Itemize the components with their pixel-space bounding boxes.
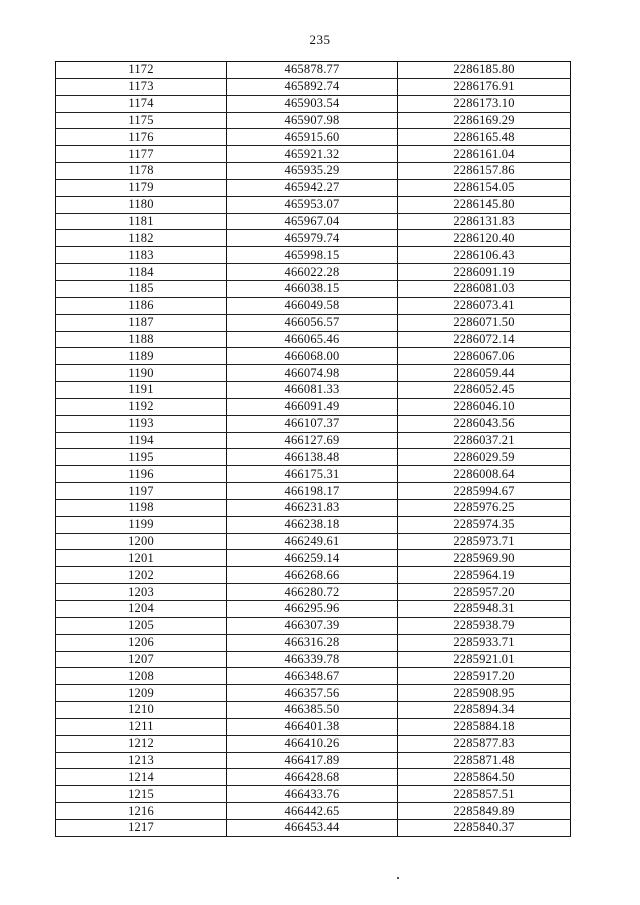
point-number-cell: 1190 — [56, 365, 227, 382]
point-number-cell: 1207 — [56, 651, 227, 668]
point-number-cell: 1189 — [56, 348, 227, 365]
y-coordinate-cell: 2286043.56 — [398, 415, 571, 432]
y-coordinate-cell: 2285938.79 — [398, 617, 571, 634]
y-coordinate-cell: 2285964.19 — [398, 567, 571, 584]
table-row — [56, 449, 571, 466]
y-coordinate-cell: 2286072.14 — [398, 331, 571, 348]
table-row — [56, 163, 571, 180]
y-coordinate-cell: 2286106.43 — [398, 247, 571, 264]
point-number-cell: 1175 — [56, 112, 227, 129]
y-coordinate-cell: 2286173.10 — [398, 95, 571, 112]
point-number-cell: 1211 — [56, 718, 227, 735]
point-number-cell: 1204 — [56, 601, 227, 618]
y-coordinate-cell: 2286176.91 — [398, 78, 571, 95]
point-number-cell: 1191 — [56, 382, 227, 399]
point-number-cell: 1174 — [56, 95, 227, 112]
x-coordinate-cell: 466428.68 — [227, 769, 398, 786]
table-row — [56, 230, 571, 247]
x-coordinate-cell: 465892.74 — [227, 78, 398, 95]
y-coordinate-cell: 2285994.67 — [398, 483, 571, 500]
y-coordinate-cell: 2285877.83 — [398, 735, 571, 752]
point-number-cell: 1199 — [56, 516, 227, 533]
table-row — [56, 634, 571, 651]
y-coordinate-cell: 2285908.95 — [398, 685, 571, 702]
x-coordinate-cell: 466038.15 — [227, 280, 398, 297]
x-coordinate-cell: 466307.39 — [227, 617, 398, 634]
y-coordinate-cell: 2286165.48 — [398, 129, 571, 146]
point-number-cell: 1203 — [56, 584, 227, 601]
x-coordinate-cell: 466442.65 — [227, 803, 398, 820]
table-row — [56, 651, 571, 668]
y-coordinate-cell: 2286185.80 — [398, 62, 571, 79]
y-coordinate-cell: 2286120.40 — [398, 230, 571, 247]
x-coordinate-cell: 466268.66 — [227, 567, 398, 584]
table-row — [56, 398, 571, 415]
point-number-cell: 1210 — [56, 702, 227, 719]
x-coordinate-cell: 466049.58 — [227, 297, 398, 314]
table-row — [56, 735, 571, 752]
x-coordinate-cell: 466385.50 — [227, 702, 398, 719]
x-coordinate-cell: 465942.27 — [227, 179, 398, 196]
table-row — [56, 550, 571, 567]
table-row — [56, 415, 571, 432]
point-number-cell: 1185 — [56, 280, 227, 297]
x-coordinate-cell: 466081.33 — [227, 382, 398, 399]
point-number-cell: 1188 — [56, 331, 227, 348]
x-coordinate-cell: 466238.18 — [227, 516, 398, 533]
x-coordinate-cell: 466417.89 — [227, 752, 398, 769]
x-coordinate-cell: 466074.98 — [227, 365, 398, 382]
point-number-cell: 1197 — [56, 483, 227, 500]
point-number-cell: 1214 — [56, 769, 227, 786]
x-coordinate-cell: 466127.69 — [227, 432, 398, 449]
point-number-cell: 1208 — [56, 668, 227, 685]
y-coordinate-cell: 2285864.50 — [398, 769, 571, 786]
scan-speck — [397, 877, 399, 879]
x-coordinate-cell: 466068.00 — [227, 348, 398, 365]
x-coordinate-cell: 465998.15 — [227, 247, 398, 264]
y-coordinate-cell: 2285976.25 — [398, 499, 571, 516]
y-coordinate-cell: 2285957.20 — [398, 584, 571, 601]
table-row — [56, 803, 571, 820]
table-row — [56, 718, 571, 735]
x-coordinate-cell: 466339.78 — [227, 651, 398, 668]
x-coordinate-cell: 466295.96 — [227, 601, 398, 618]
y-coordinate-cell: 2285871.48 — [398, 752, 571, 769]
y-coordinate-cell: 2286131.83 — [398, 213, 571, 230]
point-number-cell: 1173 — [56, 78, 227, 95]
x-coordinate-cell: 465979.74 — [227, 230, 398, 247]
x-coordinate-cell: 466357.56 — [227, 685, 398, 702]
y-coordinate-cell: 2286154.05 — [398, 179, 571, 196]
table-row — [56, 112, 571, 129]
y-coordinate-cell: 2285884.18 — [398, 718, 571, 735]
table-row — [56, 466, 571, 483]
x-coordinate-cell: 466091.49 — [227, 398, 398, 415]
table-row — [56, 331, 571, 348]
point-number-cell: 1184 — [56, 264, 227, 281]
table-row — [56, 668, 571, 685]
point-number-cell: 1202 — [56, 567, 227, 584]
table-row — [56, 196, 571, 213]
x-coordinate-cell: 465915.60 — [227, 129, 398, 146]
y-coordinate-cell: 2286046.10 — [398, 398, 571, 415]
x-coordinate-cell: 466316.28 — [227, 634, 398, 651]
page-number: 235 — [309, 32, 331, 47]
y-coordinate-cell: 2286071.50 — [398, 314, 571, 331]
y-coordinate-cell: 2285974.35 — [398, 516, 571, 533]
y-coordinate-cell: 2286157.86 — [398, 163, 571, 180]
table-row — [56, 146, 571, 163]
x-coordinate-cell: 465903.54 — [227, 95, 398, 112]
y-coordinate-cell: 2286052.45 — [398, 382, 571, 399]
x-coordinate-cell: 466249.61 — [227, 533, 398, 550]
table-row — [56, 78, 571, 95]
point-number-cell: 1193 — [56, 415, 227, 432]
point-number-cell: 1178 — [56, 163, 227, 180]
y-coordinate-cell: 2285857.51 — [398, 786, 571, 803]
table-row — [56, 769, 571, 786]
table-row — [56, 584, 571, 601]
x-coordinate-cell: 465953.07 — [227, 196, 398, 213]
table-row — [56, 702, 571, 719]
table-row — [56, 314, 571, 331]
table-row — [56, 483, 571, 500]
point-number-cell: 1195 — [56, 449, 227, 466]
point-number-cell: 1181 — [56, 213, 227, 230]
point-number-cell: 1186 — [56, 297, 227, 314]
point-number-cell: 1206 — [56, 634, 227, 651]
x-coordinate-cell: 466231.83 — [227, 499, 398, 516]
table-row — [56, 432, 571, 449]
point-number-cell: 1212 — [56, 735, 227, 752]
y-coordinate-cell: 2285921.01 — [398, 651, 571, 668]
table-row — [56, 567, 571, 584]
table-row — [56, 179, 571, 196]
x-coordinate-cell: 465935.29 — [227, 163, 398, 180]
point-number-cell: 1217 — [56, 819, 227, 836]
point-number-cell: 1180 — [56, 196, 227, 213]
y-coordinate-cell: 2285948.31 — [398, 601, 571, 618]
y-coordinate-cell: 2285849.89 — [398, 803, 571, 820]
point-number-cell: 1182 — [56, 230, 227, 247]
x-coordinate-cell: 466433.76 — [227, 786, 398, 803]
table-row — [56, 365, 571, 382]
point-number-cell: 1192 — [56, 398, 227, 415]
table-row — [56, 280, 571, 297]
table-row — [56, 297, 571, 314]
table-row — [56, 129, 571, 146]
point-number-cell: 1201 — [56, 550, 227, 567]
y-coordinate-cell: 2286073.41 — [398, 297, 571, 314]
x-coordinate-cell: 466065.46 — [227, 331, 398, 348]
table-row — [56, 533, 571, 550]
y-coordinate-cell: 2286169.29 — [398, 112, 571, 129]
point-number-cell: 1200 — [56, 533, 227, 550]
point-number-cell: 1176 — [56, 129, 227, 146]
point-number-cell: 1177 — [56, 146, 227, 163]
point-number-cell: 1172 — [56, 62, 227, 79]
point-number-cell: 1183 — [56, 247, 227, 264]
point-number-cell: 1187 — [56, 314, 227, 331]
table-row — [56, 247, 571, 264]
y-coordinate-cell: 2286059.44 — [398, 365, 571, 382]
point-number-cell: 1196 — [56, 466, 227, 483]
y-coordinate-cell: 2285840.37 — [398, 819, 571, 836]
y-coordinate-cell: 2286091.19 — [398, 264, 571, 281]
x-coordinate-cell: 466410.26 — [227, 735, 398, 752]
x-coordinate-cell: 466401.38 — [227, 718, 398, 735]
x-coordinate-cell: 466175.31 — [227, 466, 398, 483]
coordinates-table-body — [56, 62, 571, 837]
x-coordinate-cell: 465967.04 — [227, 213, 398, 230]
x-coordinate-cell: 466022.28 — [227, 264, 398, 281]
point-number-cell: 1216 — [56, 803, 227, 820]
y-coordinate-cell: 2286161.04 — [398, 146, 571, 163]
table-row — [56, 516, 571, 533]
table-row — [56, 95, 571, 112]
y-coordinate-cell: 2286037.21 — [398, 432, 571, 449]
x-coordinate-cell: 465878.77 — [227, 62, 398, 79]
table-row — [56, 601, 571, 618]
y-coordinate-cell: 2285973.71 — [398, 533, 571, 550]
x-coordinate-cell: 466107.37 — [227, 415, 398, 432]
table-row — [56, 752, 571, 769]
x-coordinate-cell: 465907.98 — [227, 112, 398, 129]
y-coordinate-cell: 2286008.64 — [398, 466, 571, 483]
point-number-cell: 1179 — [56, 179, 227, 196]
y-coordinate-cell: 2286029.59 — [398, 449, 571, 466]
table-row — [56, 213, 571, 230]
x-coordinate-cell: 466259.14 — [227, 550, 398, 567]
point-number-cell: 1198 — [56, 499, 227, 516]
x-coordinate-cell: 465921.32 — [227, 146, 398, 163]
y-coordinate-cell: 2285894.34 — [398, 702, 571, 719]
table-row — [56, 819, 571, 836]
x-coordinate-cell: 466280.72 — [227, 584, 398, 601]
point-number-cell: 1194 — [56, 432, 227, 449]
table-row — [56, 62, 571, 79]
point-number-cell: 1215 — [56, 786, 227, 803]
y-coordinate-cell: 2285917.20 — [398, 668, 571, 685]
x-coordinate-cell: 466198.17 — [227, 483, 398, 500]
coordinates-table — [55, 61, 571, 837]
point-number-cell: 1213 — [56, 752, 227, 769]
y-coordinate-cell: 2285933.71 — [398, 634, 571, 651]
point-number-cell: 1205 — [56, 617, 227, 634]
table-row — [56, 685, 571, 702]
table-row — [56, 786, 571, 803]
y-coordinate-cell: 2286081.03 — [398, 280, 571, 297]
y-coordinate-cell: 2286145.80 — [398, 196, 571, 213]
x-coordinate-cell: 466056.57 — [227, 314, 398, 331]
y-coordinate-cell: 2285969.90 — [398, 550, 571, 567]
table-row — [56, 264, 571, 281]
x-coordinate-cell: 466348.67 — [227, 668, 398, 685]
point-number-cell: 1209 — [56, 685, 227, 702]
table-row — [56, 499, 571, 516]
x-coordinate-cell: 466453.44 — [227, 819, 398, 836]
table-row — [56, 348, 571, 365]
x-coordinate-cell: 466138.48 — [227, 449, 398, 466]
table-row — [56, 382, 571, 399]
y-coordinate-cell: 2286067.06 — [398, 348, 571, 365]
table-row — [56, 617, 571, 634]
